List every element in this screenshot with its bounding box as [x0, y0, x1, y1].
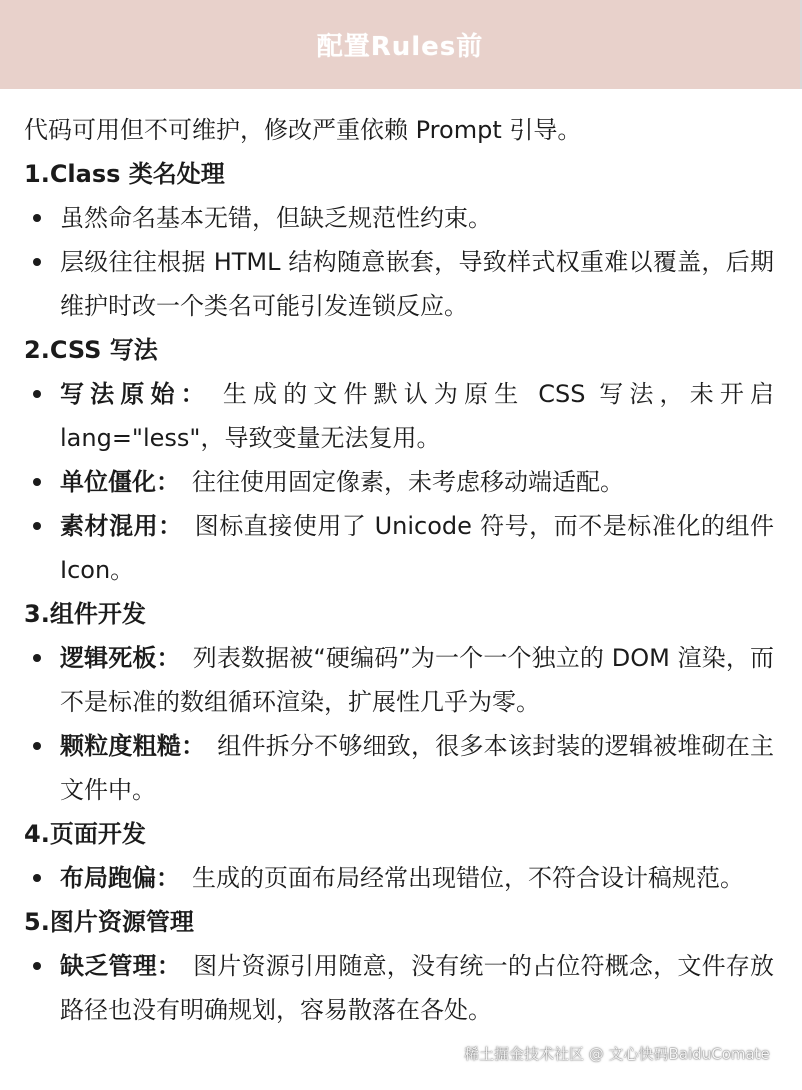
bullet-dot-icon	[33, 258, 41, 266]
section-title: 4.页面开发	[24, 820, 146, 848]
item-text: 往往使用固定像素，未考虑移动端适配。	[192, 468, 624, 496]
item-text: 生成的页面布局经常出现错位，不符合设计稿规范。	[192, 864, 744, 892]
item-term: 布局跑偏：	[60, 864, 180, 892]
item-text: 层级往往根据 HTML 结构随意嵌套，导致样式权重难以覆盖，后期维护时改一个类名可能引发连锁反应。	[60, 248, 774, 320]
item-text: 图标直接使用了 Unicode 符号，而不是标准化的组件 Icon。	[60, 512, 774, 584]
bullet-dot-icon	[33, 742, 41, 750]
watermark-text: 稀土掘金技术社区 @ 文心快码BaiduComate	[464, 1045, 770, 1063]
section-title: 5.图片资源管理	[24, 908, 194, 936]
item-term: 写法原始：	[60, 380, 211, 408]
intro-paragraph: 代码可用但不可维护，修改严重依赖 Prompt 引导。	[24, 116, 582, 144]
item-term: 缺乏管理：	[60, 952, 182, 980]
list-item	[24, 460, 774, 504]
item-text: 生成的文件默认为原生 CSS 写法，未开启 lang="less"，导致变量无法复用。	[60, 380, 775, 452]
list-item	[24, 636, 774, 724]
bullet-dot-icon	[33, 522, 41, 530]
item-text: 虽然命名基本无错，但缺乏规范性约束。	[60, 204, 492, 232]
bullet-list	[24, 636, 774, 812]
list-item	[24, 944, 774, 1032]
list-item	[24, 196, 774, 240]
section-title: 3.组件开发	[24, 600, 146, 628]
section-css-style	[24, 328, 774, 592]
bullet-dot-icon	[33, 390, 41, 398]
list-item	[24, 504, 774, 592]
section-title: 1.Class 类名处理	[24, 160, 225, 188]
header-banner	[0, 0, 802, 89]
list-item	[24, 240, 774, 328]
bullet-list	[24, 944, 774, 1032]
bullet-list	[24, 856, 774, 900]
bullet-dot-icon	[33, 654, 41, 662]
item-term: 颗粒度粗糙：	[60, 732, 206, 760]
section-image-assets	[24, 900, 774, 1032]
section-title: 2.CSS 写法	[24, 336, 158, 364]
bullet-list	[24, 372, 774, 592]
section-page-dev	[24, 812, 774, 900]
bullet-dot-icon	[33, 214, 41, 222]
item-term: 单位僵化：	[60, 468, 180, 496]
section-class-naming	[24, 152, 774, 328]
item-text: 图片资源引用随意，没有统一的占位符概念，文件存放路径也没有明确规划，容易散落在各处。	[60, 952, 775, 1024]
bullet-dot-icon	[33, 874, 41, 882]
article-body	[24, 108, 774, 1032]
list-item	[24, 724, 774, 812]
item-text: 组件拆分不够细致，很多本该封装的逻辑被堆砌在主文件中。	[60, 732, 775, 804]
bullet-dot-icon	[33, 478, 41, 486]
item-term: 素材混用：	[60, 512, 183, 540]
section-component-dev	[24, 592, 774, 812]
bullet-dot-icon	[33, 962, 41, 970]
page-title: 配置Rules前	[316, 32, 484, 62]
item-text: 列表数据被“硬编码”为一个一个独立的 DOM 渲染，而不是标准的数组循环渲染，扩展性几乎为零。	[60, 644, 775, 716]
bullet-list	[24, 196, 774, 328]
list-item	[24, 372, 774, 460]
list-item	[24, 856, 774, 900]
item-term: 逻辑死板：	[60, 644, 181, 672]
